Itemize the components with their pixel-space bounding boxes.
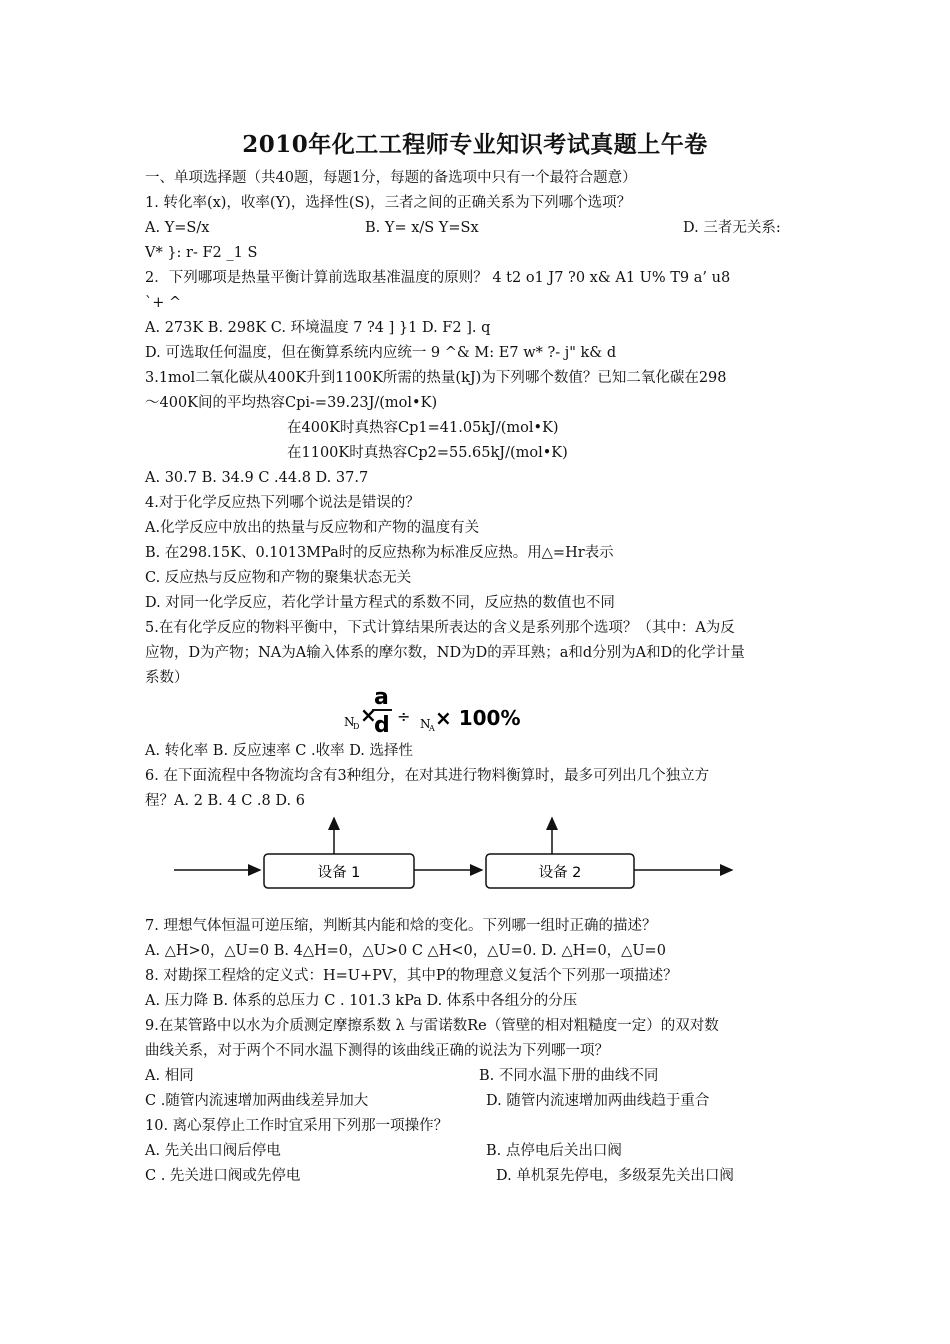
q6-stem-line2: 程？A. 2 B. 4 C .8 D. 6 xyxy=(145,793,305,809)
formula-na: N xyxy=(420,717,431,731)
q9-option-b: B. 不同水温下册的曲线不同 xyxy=(479,1068,659,1084)
q9-stem-line2: 曲线关系，对于两个不同水温下测得的该曲线正确的说法为下列哪一项？ xyxy=(145,1043,609,1059)
q8-options: A. 压力降 B. 体系的总压力 C . 101.3 kPa D. 体系中各组分的分压 xyxy=(145,993,578,1009)
q3-stem-line1: 3.1mol二氧化碳从400K升到1100K所需的热量(kJ)为下列哪个数值？已知二氧化碳在298 xyxy=(145,370,727,386)
q3-stem-line2: ～400K间的平均热容Cpi-=39.23J/(mol•K) xyxy=(145,395,438,411)
formula-times-1: × xyxy=(360,703,377,727)
page-title: 2010年化工工程师专业知识考试真题上午卷 xyxy=(242,131,708,158)
q1-option-d: D. 三者无关系: xyxy=(683,220,781,236)
q1-stem: 1. 转化率(x)，收率(Y)，选择性(S)，三者之间的正确关系为下列哪个选项？ xyxy=(145,195,632,211)
q5-formula xyxy=(340,686,540,734)
q3-options: A. 30.7 B. 34.9 C .44.8 D. 37.7 xyxy=(145,470,369,486)
q4-option-d: D. 对同一化学反应，若化学计量方程式的系数不同，反应热的数值也不同 xyxy=(145,595,615,611)
q9-option-c: C .随管内流速增加两曲线差异加大 xyxy=(145,1093,369,1109)
q1-noise-line: V* }: r- F2 _1 S xyxy=(145,245,258,261)
q2-noise-line: `+ ^ xyxy=(145,295,182,311)
formula-nd-sub: D xyxy=(353,722,360,731)
q10-option-a: A. 先关出口阀后停电 xyxy=(145,1143,281,1159)
q10-stem: 10. 离心泵停止工作时宜采用下列那一项操作？ xyxy=(145,1118,449,1134)
q5-stem-line2: 应物，D为产物；NA为A输入体系的摩尔数，ND为D的弄耳熟；a和d分别为A和D的化学计量 xyxy=(145,645,745,661)
q9-stem-line1: 9.在某管路中以水为介质测定摩擦系数 λ 与雷诺数Re（管壁的相对粗糙度一定）的双对数 xyxy=(145,1018,719,1034)
equipment-2-label: 设备 2 xyxy=(538,865,582,881)
q2-option-d: D. 可选取任何温度，但在衡算系统内应统一 9 ^& M: E7 w* ?- j" k& d xyxy=(145,345,617,361)
q4-option-c: C. 反应热与反应物和产物的聚集状态无关 xyxy=(145,570,412,586)
formula-numerator: a xyxy=(374,686,389,710)
formula-na-sub: A xyxy=(429,724,435,733)
q10-option-d: D. 单机泵先停电，多级泵先关出口阀 xyxy=(496,1168,734,1184)
formula-divide: ÷ xyxy=(397,707,411,726)
q5-stem-line1: 5.在有化学反应的物料平衡中，下式计算结果所表达的含义是系列那个选项？（其中：A为反 xyxy=(145,620,735,636)
q7-stem: 7. 理想气体恒温可逆压缩，判断其内能和焓的变化。下列哪一组时正确的描述？ xyxy=(145,918,657,934)
q7-options: A. △H>0，△U=0 B. 4△H=0，△U>0 C △H<0，△U=0. D. △H=0，△U=0 xyxy=(145,943,666,959)
q8-stem: 8. 对勘探工程焓的定义式：H=U+PV，其中P的物理意义复活个下列那一项描述？ xyxy=(145,968,678,984)
section-heading: 一、单项选择题（共40题，每题1分，每题的备选项中只有一个最符合题意） xyxy=(145,170,637,186)
q5-stem-line3: 系数） xyxy=(145,670,189,686)
q10-option-b: B. 点停电后关出口阀 xyxy=(486,1143,622,1159)
flow-diagram xyxy=(170,812,740,902)
q9-option-d: D. 随管内流速增加两曲线趋于重合 xyxy=(486,1093,710,1109)
q4-option-a: A.化学反应中放出的热量与反应物和产物的温度有关 xyxy=(145,520,480,536)
q2-options-abc: A. 273K B. 298K C. 环境温度 7 ?4 ] }1 D. F2 ]. q xyxy=(145,320,491,336)
q9-option-a: A. 相同 xyxy=(145,1068,194,1084)
formula-nd: N xyxy=(344,715,355,729)
q1-option-b: B. Y= x/S Y=Sx xyxy=(365,220,479,236)
q3-cp1-line: 在400K时真热容Cp1=41.05kJ/(mol•K) xyxy=(287,420,559,436)
q4-stem: 4.对于化学反应热下列哪个说法是错误的？ xyxy=(145,495,420,511)
equipment-1-label: 设备 1 xyxy=(317,865,361,881)
q4-option-b: B. 在298.15K、0.1013MPa时的反应热称为标准反应热。用△=Hr表示 xyxy=(145,545,614,561)
q2-stem: 2．下列哪项是热量平衡计算前选取基准温度的原则？ 4 t2 o1 J7 ?0 x& A1 U% T9 a’ u8 xyxy=(145,270,731,286)
formula-denominator: d xyxy=(374,713,390,734)
q5-options: A. 转化率 B. 反应速率 C .收率 D. 选择性 xyxy=(145,743,414,759)
q10-option-c: C . 先关进口阀或先停电 xyxy=(145,1168,301,1184)
q6-stem-line1: 6. 在下面流程中各物流均含有3种组分，在对其进行物料衡算时，最多可列出几个独立方 xyxy=(145,768,710,784)
q3-cp2-line: 在1100K时真热容Cp2=55.65kJ/(mol•K) xyxy=(287,445,568,461)
formula-tail: × 100% xyxy=(435,706,521,730)
q1-option-a: A. Y=S/x xyxy=(145,220,210,236)
